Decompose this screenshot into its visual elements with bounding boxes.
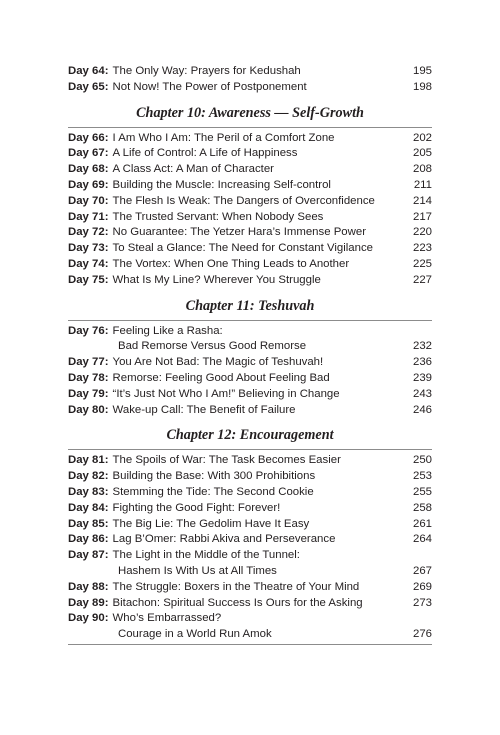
entry-title: Lag B’Omer: Rabbi Akiva and Perseverance: [112, 533, 336, 546]
page-number: 273: [412, 596, 432, 609]
toc-entry-continuation: [68, 627, 432, 643]
entry-title: To Steal a Glance: The Need for Constant Vigilance: [112, 242, 373, 255]
page-number: 243: [412, 387, 432, 400]
entry-title: Building the Base: With 300 Prohibitions: [112, 470, 316, 483]
entry-title: A Class Act: A Man of Character: [112, 163, 274, 176]
page-number: 261: [412, 517, 432, 530]
entry-title: Not Now! The Power of Postponement: [112, 80, 307, 93]
day-label: Day 77:: [68, 356, 109, 369]
toc-entry: [68, 210, 432, 226]
page-number: 225: [412, 257, 432, 270]
page-number: 236: [412, 356, 432, 369]
toc-entry: [68, 162, 432, 178]
table-of-contents: [68, 64, 432, 645]
day-label: Day 71:: [68, 210, 109, 223]
entry-title: Stemming the Tide: The Second Cookie: [112, 485, 314, 498]
day-label: Day 75:: [68, 273, 109, 286]
page-number: 202: [412, 131, 432, 144]
toc-entry: [68, 64, 432, 80]
page-number: 208: [412, 163, 432, 176]
day-label: Day 79:: [68, 387, 109, 400]
day-label: Day 76:: [68, 324, 109, 337]
entry-title-continued: Hashem Is With Us at All Times: [118, 564, 277, 577]
toc-entry: [68, 146, 432, 162]
entry-title: What Is My Line? Wherever You Struggle: [112, 273, 321, 286]
page-number: 253: [412, 470, 432, 483]
day-label: Day 69:: [68, 178, 109, 191]
page-number: 223: [412, 242, 432, 255]
entry-title: Feeling Like a Rasha:: [112, 324, 223, 337]
day-label: Day 90:: [68, 612, 109, 625]
page-number: 214: [412, 194, 432, 207]
entry-title: I Am Who I Am: The Peril of a Comfort Zone: [112, 131, 335, 144]
page-number: 267: [412, 564, 432, 577]
day-label: Day 74:: [68, 257, 109, 270]
section-end-rule: [68, 644, 432, 645]
page-number: 205: [412, 147, 432, 160]
chapter-12-entries: [68, 453, 432, 645]
page-number: 269: [412, 580, 432, 593]
toc-entry: [68, 131, 432, 147]
entry-title: Wake-up Call: The Benefit of Failure: [112, 403, 296, 416]
day-label: Day 88:: [68, 580, 109, 593]
day-label: Day 89:: [68, 596, 109, 609]
day-label: Day 81:: [68, 454, 109, 467]
day-label: Day 84:: [68, 501, 109, 514]
page-number: 217: [412, 210, 432, 223]
entry-title: Who’s Embarrassed?: [112, 612, 222, 625]
entry-title: The Trusted Servant: When Nobody Sees: [112, 210, 324, 223]
page-number: 232: [412, 340, 432, 353]
toc-entry-continuation: [68, 339, 432, 355]
day-label: Day 68:: [68, 163, 109, 176]
day-label: Day 78:: [68, 371, 109, 384]
day-label: Day 83:: [68, 485, 109, 498]
entry-title: Bitachon: Spiritual Success Is Ours for the Asking: [112, 596, 363, 609]
entry-title: The Light in the Middle of the Tunnel:: [112, 549, 300, 562]
page-number: 255: [412, 485, 432, 498]
toc-entry: [68, 387, 432, 403]
entry-title: The Struggle: Boxers in the Theatre of Your Mind: [112, 580, 360, 593]
toc-entry: [68, 501, 432, 517]
toc-entry: [68, 80, 432, 96]
toc-entry: [68, 225, 432, 241]
page-number: 258: [412, 501, 432, 514]
day-label: Day 66:: [68, 131, 109, 144]
day-label: Day 87:: [68, 549, 109, 562]
chapter-heading: Chapter 12: Encouragement: [68, 426, 432, 450]
day-label: Day 64:: [68, 65, 109, 77]
toc-entry: [68, 580, 432, 596]
page-number: 246: [412, 403, 432, 416]
day-label: Day 82:: [68, 470, 109, 483]
page-number: 195: [412, 65, 432, 77]
entry-title: The Big Lie: The Gedolim Have It Easy: [112, 517, 310, 530]
toc-entry: [68, 517, 432, 533]
page-number: 250: [412, 454, 432, 467]
toc-entry: [68, 548, 432, 564]
entry-title: The Spoils of War: The Task Becomes Easier: [112, 454, 341, 467]
page-number: 198: [412, 80, 432, 93]
day-label: Day 73:: [68, 242, 109, 255]
toc-entry: [68, 257, 432, 273]
entry-title: Building the Muscle: Increasing Self-control: [112, 178, 331, 191]
chapter-heading: Chapter 11: Teshuvah: [68, 297, 432, 321]
toc-entry: [68, 611, 432, 627]
toc-entry: [68, 324, 432, 340]
entry-title: A Life of Control: A Life of Happiness: [112, 147, 298, 160]
toc-entry: [68, 453, 432, 469]
page-number: 220: [412, 226, 432, 239]
day-label: Day 67:: [68, 147, 109, 160]
entry-title: You Are Not Bad: The Magic of Teshuvah!: [112, 356, 324, 369]
entry-title: The Only Way: Prayers for Kedushah: [112, 65, 301, 77]
day-label: Day 72:: [68, 226, 109, 239]
entry-title-continued: Bad Remorse Versus Good Remorse: [118, 340, 307, 353]
page-number: 211: [413, 178, 432, 191]
day-label: Day 65:: [68, 80, 109, 93]
toc-entry: [68, 469, 432, 485]
toc-entry: [68, 178, 432, 194]
entry-title: Remorse: Feeling Good About Feeling Bad: [112, 371, 330, 384]
toc-entry: [68, 532, 432, 548]
chapter-11-entries: [68, 324, 432, 419]
day-label: Day 85:: [68, 517, 109, 530]
chapter-10-entries: [68, 131, 432, 289]
toc-entry: [68, 485, 432, 501]
entry-title: Fighting the Good Fight: Forever!: [112, 501, 281, 514]
entry-title: The Flesh Is Weak: The Dangers of Overconfidence: [112, 194, 375, 207]
toc-section-top: [68, 64, 432, 96]
day-label: Day 86:: [68, 533, 109, 546]
toc-entry: [68, 355, 432, 371]
toc-entry-continuation: [68, 564, 432, 580]
toc-entry: [68, 371, 432, 387]
entry-title: “It’s Just Not Who I Am!” Believing in Change: [112, 387, 340, 400]
chapter-heading: Chapter 10: Awareness — Self-Growth: [68, 104, 432, 128]
entry-title: The Vortex: When One Thing Leads to Another: [112, 257, 350, 270]
toc-entry: [68, 403, 432, 419]
page-number: 239: [412, 371, 432, 384]
day-label: Day 70:: [68, 194, 109, 207]
page-number: 227: [412, 273, 432, 286]
entry-title-continued: Courage in a World Run Amok: [118, 628, 272, 641]
toc-entry: [68, 194, 432, 210]
entry-title: No Guarantee: The Yetzer Hara’s Immense Power: [112, 226, 366, 239]
toc-entry: [68, 273, 432, 289]
page-number: 276: [412, 628, 432, 641]
toc-entry: [68, 241, 432, 257]
page-number: 264: [412, 533, 432, 546]
day-label: Day 80:: [68, 403, 109, 416]
toc-entry: [68, 596, 432, 612]
